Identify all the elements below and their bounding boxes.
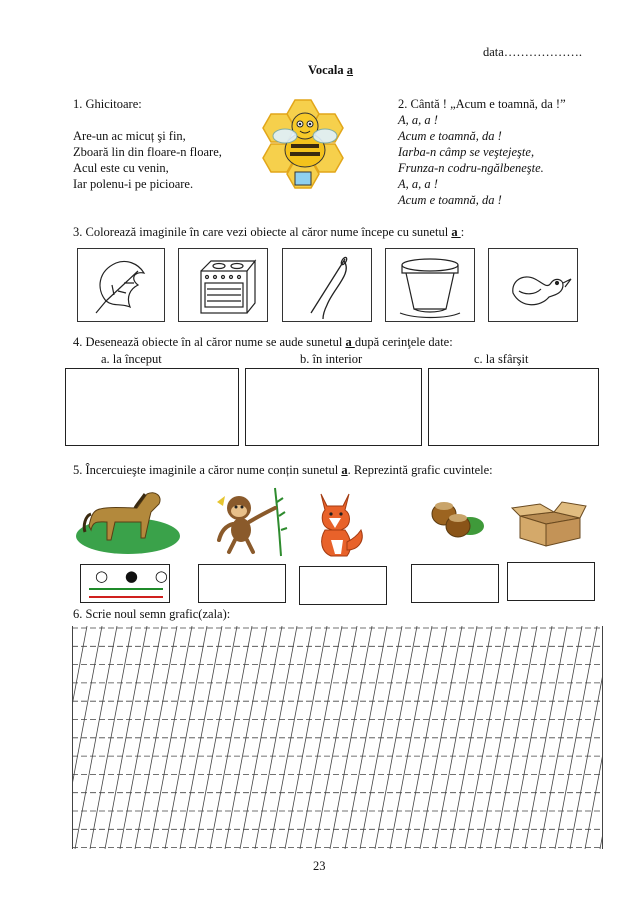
flowerpot-icon[interactable] (385, 248, 475, 322)
drawing-box-end[interactable] (428, 368, 599, 446)
drawing-box-middle[interactable] (245, 368, 422, 446)
representation-box[interactable] (411, 564, 499, 603)
example-representation-box[interactable] (80, 564, 174, 603)
green-line (89, 588, 163, 590)
page-title: Vocala a (308, 63, 354, 77)
writing-grid[interactable] (72, 626, 603, 849)
ex2-line: Iarba-n câmp se veştejeşte, (398, 145, 535, 159)
ex6-instruction: 6. Scrie noul semn grafic(zala): (73, 607, 231, 621)
box-icon[interactable] (510, 496, 588, 548)
ex3-instruction: 3. Colorează imaginile în care vezi obiecte al căror nume începe cu sunetul a : (73, 225, 465, 239)
ex2-line: A, a, a ! (398, 177, 438, 191)
needle-icon[interactable] (282, 248, 372, 322)
ex1-line: Zboară lin din floare-n floare, (73, 145, 222, 159)
ex2-line: Acum e toamnă, da ! (398, 129, 502, 143)
ex1-heading: 1. Ghicitoare: (73, 97, 142, 111)
ex4-instruction: 4. Desenează obiecte în al căror nume se aude sunetul a după cerinţele date: (73, 335, 453, 349)
ex1-line: Iar polenu-i pe picioare. (73, 177, 194, 191)
representation-box[interactable] (299, 566, 387, 605)
red-line (89, 596, 163, 598)
ex1-line: Acul este cu venin, (73, 161, 169, 175)
hazelnuts-icon[interactable] (422, 496, 492, 544)
ex2-line: Acum e toamnă, da ! (398, 193, 502, 207)
duckling-icon[interactable] (488, 248, 578, 322)
ex1-line: Are-un ac micuț şi fin, (73, 129, 186, 143)
bee-honeycomb-icon (255, 98, 355, 196)
drawing-box-start[interactable] (65, 368, 239, 446)
ex2-line: A, a, a ! (398, 113, 438, 127)
monkey-icon[interactable] (205, 486, 293, 558)
representation-box[interactable] (198, 564, 286, 603)
representation-box[interactable] (507, 562, 595, 601)
horse-icon[interactable] (75, 486, 181, 556)
stove-icon[interactable] (178, 248, 268, 322)
syllable-symbols: ○ ● ○ (95, 567, 174, 585)
fox-icon[interactable] (307, 484, 369, 560)
ex4-label-middle: b. în interior (300, 352, 363, 366)
ex4-label-end: c. la sfârşit (474, 352, 529, 366)
page-number: 23 (313, 859, 326, 873)
ex4-label-start: a. la început (101, 352, 162, 366)
ex2-line: Frunza-n codru-ngălbeneşte. (398, 161, 544, 175)
ex5-instruction: 5. Încercuieşte imaginile a căror nume conțin sunetul a. Reprezintă grafic cuvintele: (73, 463, 493, 477)
ex2-heading: 2. Cântă ! „Acum e toamnă, da !” (398, 97, 566, 111)
date-label: data………………. (483, 45, 582, 59)
leaf-icon[interactable] (77, 248, 165, 322)
